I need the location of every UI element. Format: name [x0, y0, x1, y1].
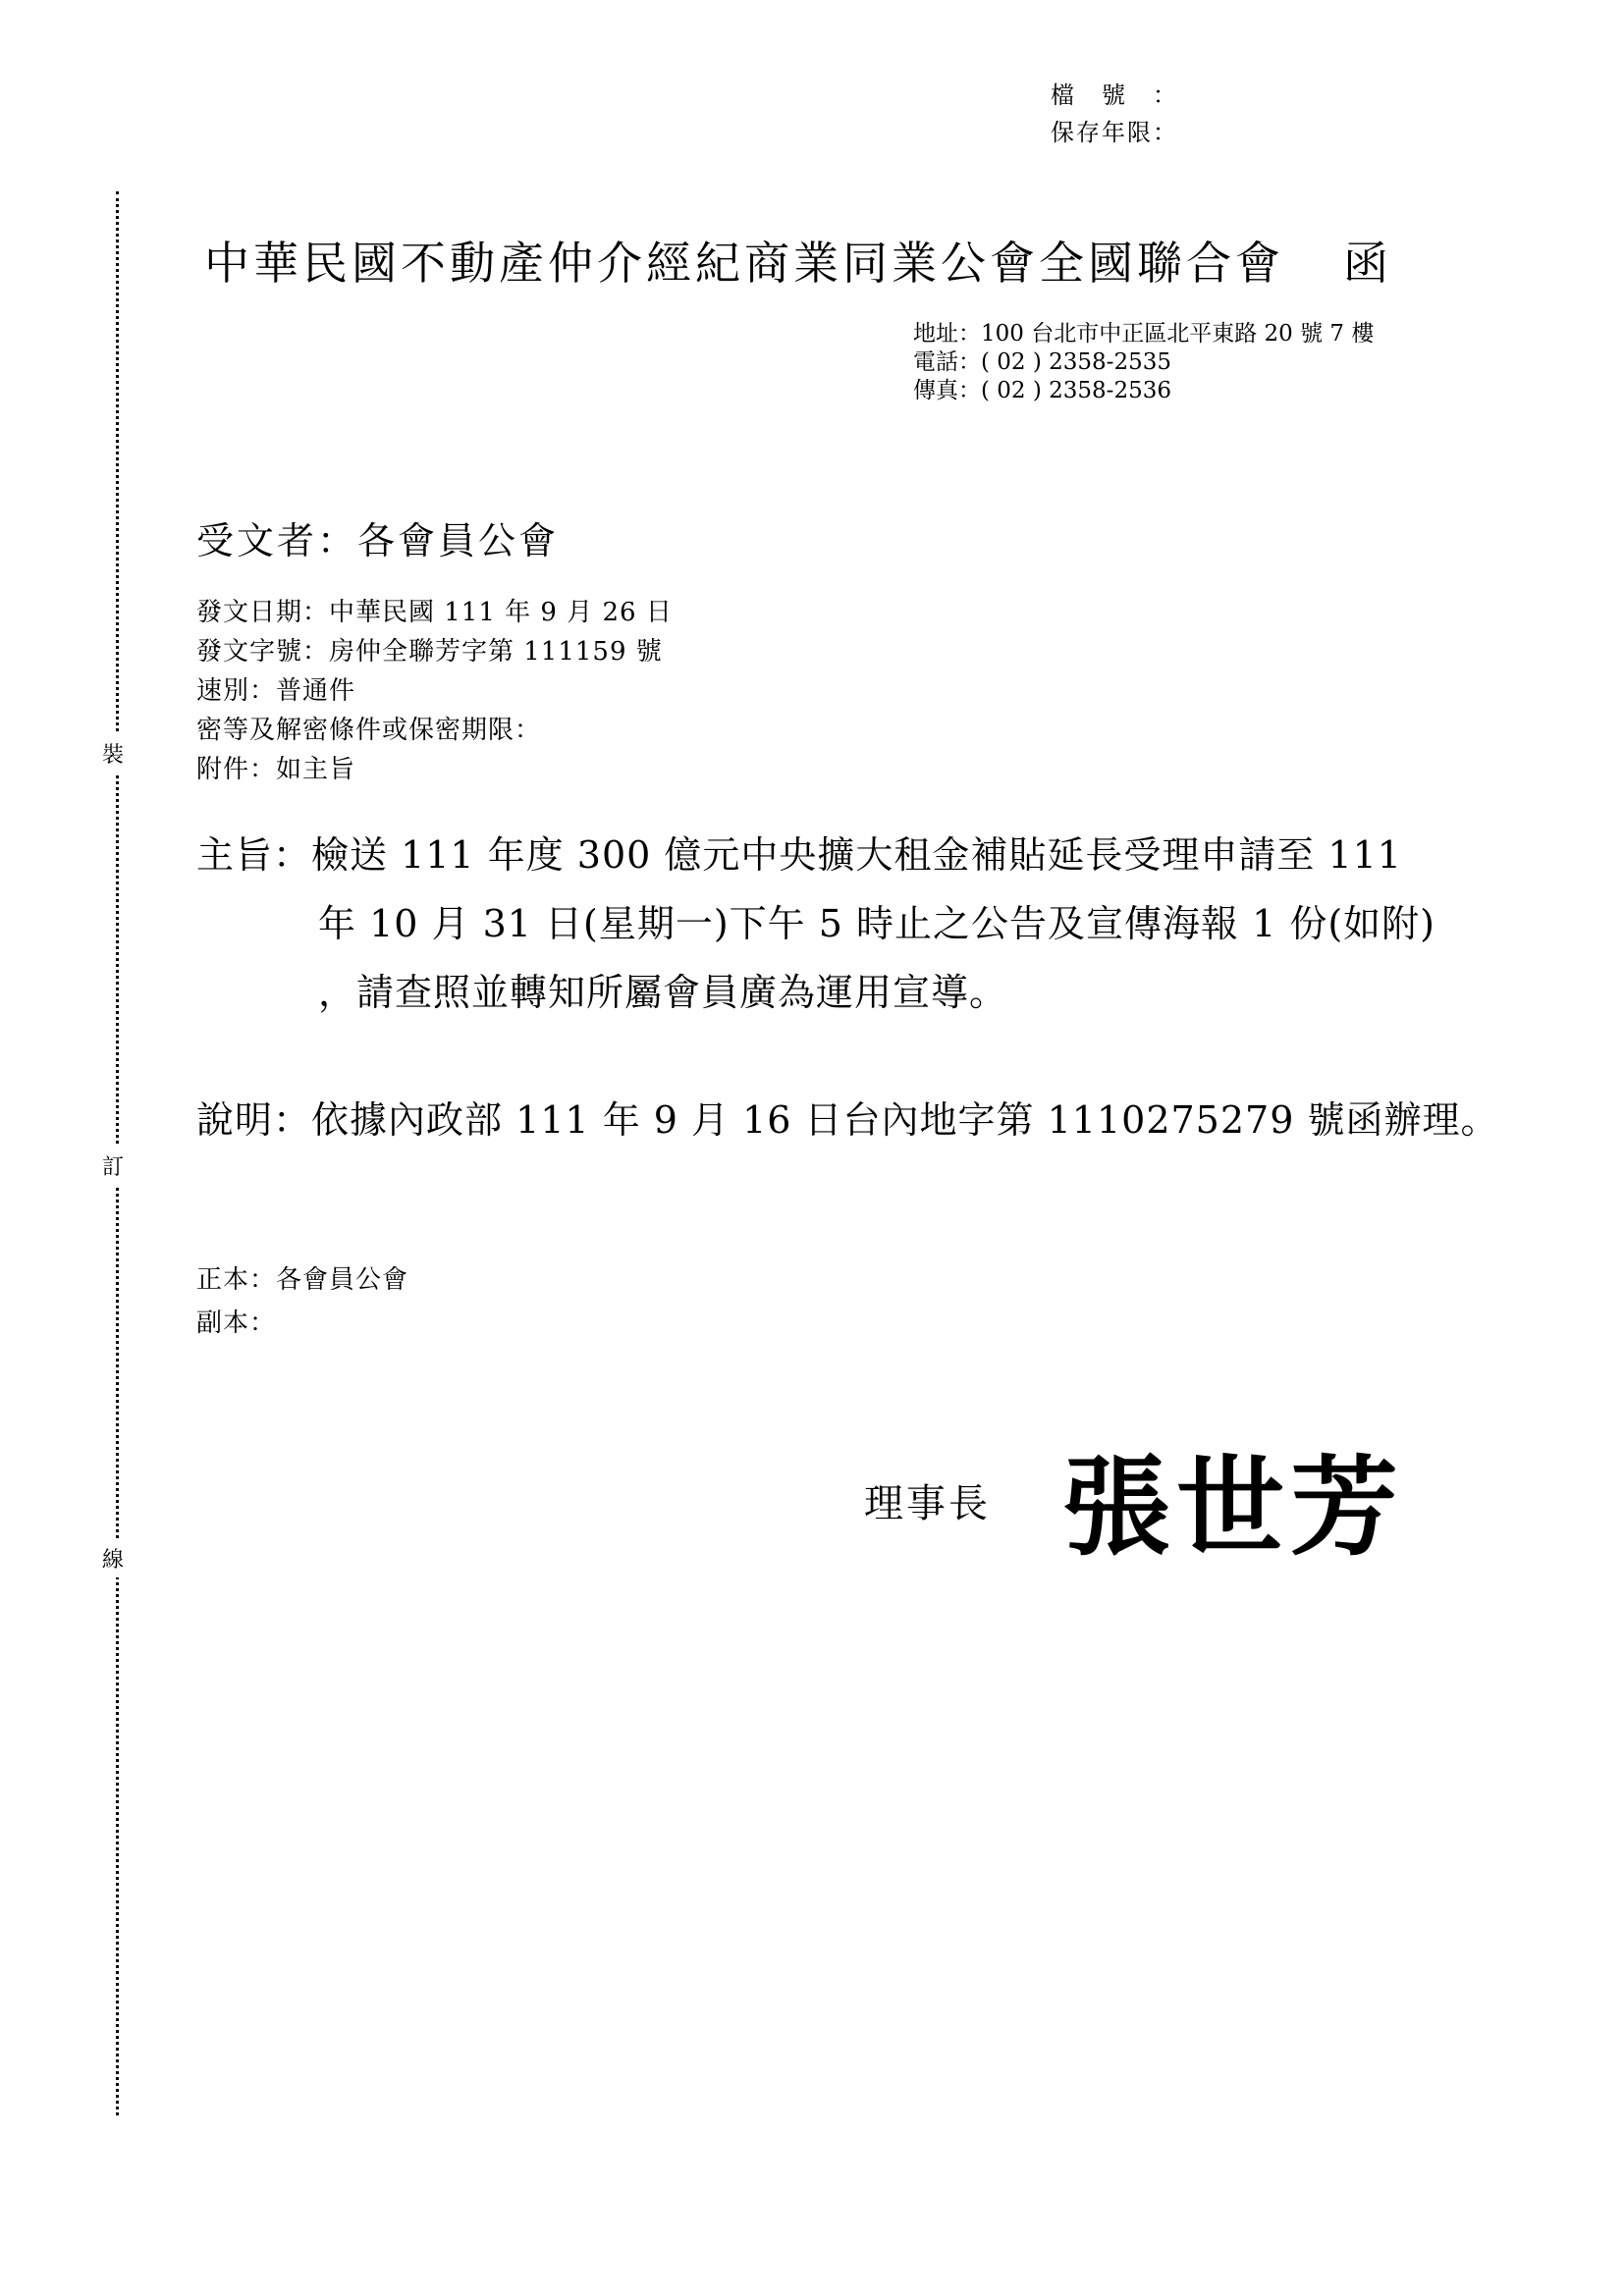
delivery-speed: 速別：普通件 [196, 676, 356, 706]
subject-line-3: ，請查照並轉知所屬會員廣為運用宣導。 [318, 971, 1008, 1014]
cc-copy-line: 副本： [196, 1308, 277, 1338]
fax-line: 傳真：( 02 ) 2358-2536 [913, 378, 1171, 403]
document-meta [196, 593, 673, 789]
recipient-value: 各會員公會 [357, 519, 560, 562]
issue-number: 發文字號：房仲全聯芳字第 111159 號 [196, 637, 663, 667]
copies-block [196, 1258, 408, 1345]
address-line: 地址：100 台北市中正區北平東路 20 號 7 樓 [913, 321, 1375, 347]
phone-line: 電話：( 02 ) 2358-2535 [913, 349, 1171, 375]
file-number-row [1051, 77, 1204, 114]
retention-period-label: 保存年限： [1051, 119, 1178, 146]
organization-title: 中華民國不動產仲介經紀商業同業公會全國聯合會 [204, 237, 1284, 290]
binding-marker-xian: 線 [102, 1539, 124, 1577]
main-copy-line: 正本：各會員公會 [196, 1265, 409, 1295]
binding-marker-zhuang: 裝 [102, 734, 124, 773]
secrecy-level: 密等及解密條件或保密期限： [196, 716, 542, 745]
subject-line-1: 主旨：檢送 111 年度 300 億元中央擴大租金補貼延長受理申請至 111 [196, 833, 1402, 877]
document-type: 函 [1343, 237, 1388, 290]
binding-marker-ding: 訂 [102, 1147, 124, 1185]
attachment-note: 附件：如主旨 [196, 755, 356, 784]
subject-line-2: 年 10 月 31 日(星期一)下午 5 時止之公告及宣傳海報 1 份(如附) [318, 902, 1435, 945]
explanation-paragraph: 說明：依據內政部 111 年 9 月 16 日台內地字第 1110275279 號函辦理。 [196, 1098, 1499, 1142]
file-number-label: 檔號： [1051, 81, 1204, 109]
subject-paragraph [196, 821, 1435, 1027]
contact-block [913, 320, 1374, 405]
issue-date: 發文日期：中華民國 111 年 9 月 26 日 [196, 598, 673, 627]
signatory-title: 理事長 [864, 1481, 991, 1526]
file-info-block [1051, 77, 1204, 151]
retention-period-row [1051, 114, 1204, 151]
signatory-name: 張世芳 [1062, 1445, 1404, 1571]
recipient-label: 受文者： [196, 519, 358, 562]
recipient-line [196, 510, 559, 564]
